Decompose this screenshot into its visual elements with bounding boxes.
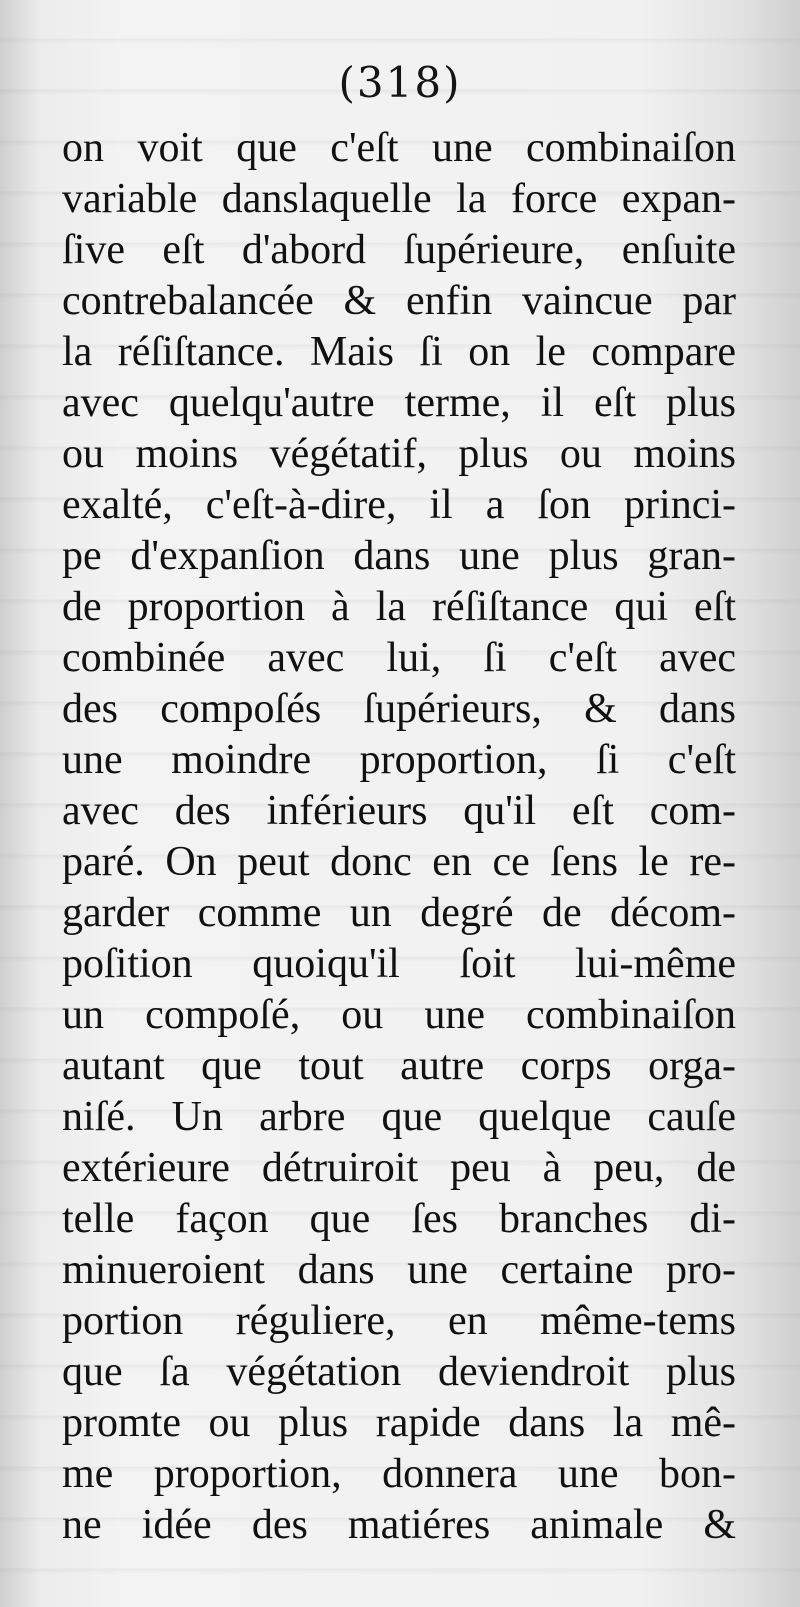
- text-line: une moindre proportion, ſi c'eſt: [62, 737, 736, 783]
- text-line: exalté, c'eſt-à-dire, il a ſon princi-: [62, 482, 736, 528]
- text-line: pe d'expanſion dans une plus gran-: [62, 533, 736, 579]
- text-line: poſition quoiqu'il ſoit lui-même: [62, 941, 736, 987]
- text-line: avec quelqu'autre terme, il eſt plus: [62, 380, 736, 426]
- text-line: extérieure détruiroit peu à peu, de: [62, 1145, 736, 1191]
- text-line: que ſa végétation deviendroit plus: [62, 1349, 736, 1395]
- text-line: des compoſés ſupérieurs, & dans: [62, 686, 736, 732]
- text-line: ne idée des matiéres animale &: [62, 1502, 736, 1548]
- text-line: paré. On peut donc en ce ſens le re-: [62, 839, 736, 885]
- text-line: contrebalancée & enfin vaincue par: [62, 278, 736, 324]
- text-line: portion réguliere, en même-tems: [62, 1298, 736, 1344]
- text-line: la réſiſtance. Mais ſi on le compare: [62, 329, 736, 375]
- text-line: promte ou plus rapide dans la mê-: [62, 1400, 736, 1446]
- text-line: on voit que c'eſt une combinaiſon: [62, 125, 736, 171]
- text-line: minueroient dans une certaine pro-: [62, 1247, 736, 1293]
- text-line: ou moins végétatif, plus ou moins: [62, 431, 736, 477]
- text-line: telle façon que ſes branches di-: [62, 1196, 736, 1242]
- text-line: un compoſé, ou une combinaiſon: [62, 992, 736, 1038]
- page-number: (318): [338, 58, 462, 107]
- text-line: autant que tout autre corps orga-: [62, 1043, 736, 1089]
- text-line: avec des inférieurs qu'il eſt com-: [62, 788, 736, 834]
- body-text: [62, 123, 736, 1551]
- text-line: me proportion, donnera une bon-: [62, 1451, 736, 1497]
- text-line: niſé. Un arbre que quelque cauſe: [62, 1094, 736, 1140]
- text-line: garder comme un degré de décom-: [62, 890, 736, 936]
- text-line: ſive eſt d'abord ſupérieure, enſuite: [62, 227, 736, 273]
- text-line: de proportion à la réſiſtance qui eſt: [62, 584, 736, 630]
- text-line: combinée avec lui, ſi c'eſt avec: [62, 635, 736, 681]
- text-line: variable danslaquelle la force expan-: [62, 176, 736, 222]
